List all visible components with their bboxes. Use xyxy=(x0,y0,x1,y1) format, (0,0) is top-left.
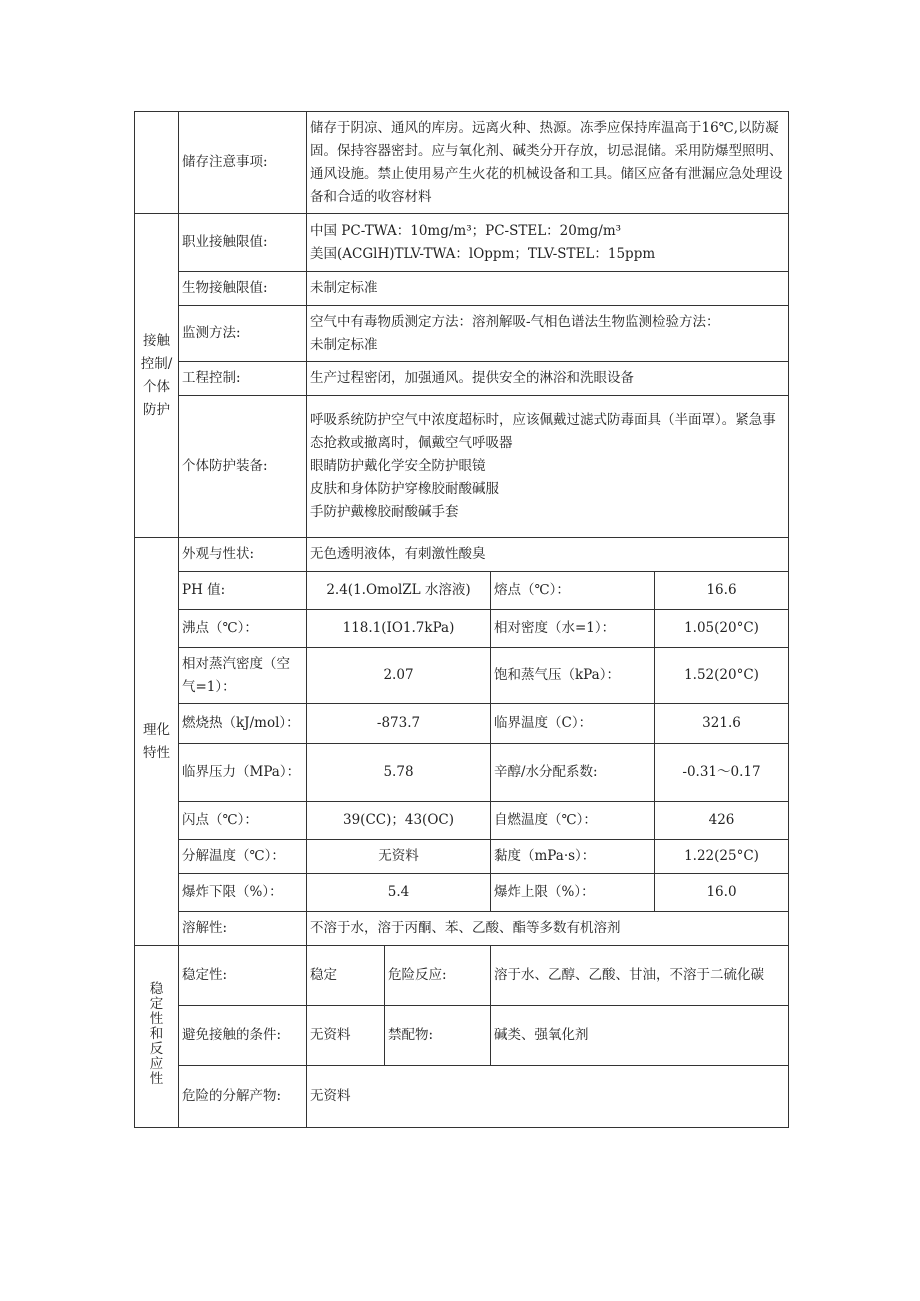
property-row xyxy=(135,744,789,802)
ppe-line-eye: 眼睛防护戴化学安全防护眼镜 xyxy=(310,458,486,474)
monitoring-line2: 未制定标准 xyxy=(310,336,378,353)
occupational-limit-line1: 中国 PC-TWA：10mg/m³；PC-STEL：20mg/m³ xyxy=(310,222,622,239)
engineering-label: 工程控制: xyxy=(179,362,307,396)
biological-limit-value: 未制定标准 xyxy=(307,272,789,306)
property-value: -0.31～0.17 xyxy=(655,744,789,802)
property-row xyxy=(135,572,789,610)
appearance-label: 外观与性状: xyxy=(179,538,307,572)
ppe-value xyxy=(307,396,789,538)
monitoring-value xyxy=(307,306,789,362)
property-label: 闪点（℃）： xyxy=(179,802,307,840)
property-value: 16.0 xyxy=(655,874,789,912)
msds-table xyxy=(134,111,789,1128)
property-row xyxy=(135,802,789,840)
decomposition-label: 危险的分解产物: xyxy=(179,1066,307,1128)
property-value: 5.4 xyxy=(307,874,491,912)
incompatible-label: 禁配物: xyxy=(385,1006,491,1066)
storage-text: 储存于阴凉、通风的库房。远离火种、热源。冻季应保持库温高于16℃,以防凝固。保持容器密封。应与氧化剂、碱类分开存放，切忌混储。采用防爆型照明、通风设施。禁止使用易产生火花的机械设备和工具。储区应备有泄漏应急处理设备和合适的收容材料 xyxy=(307,112,789,214)
property-label: 辛醇/水分配系数: xyxy=(491,744,655,802)
property-value: 无资料 xyxy=(307,840,491,874)
monitoring-row xyxy=(135,306,789,362)
ppe-row xyxy=(135,396,789,538)
property-value: 426 xyxy=(655,802,789,840)
property-label: 自燃温度（℃）： xyxy=(491,802,655,840)
property-row xyxy=(135,704,789,744)
property-value: 1.05(20°C) xyxy=(655,610,789,648)
decomposition-row xyxy=(135,1066,789,1128)
property-label: 爆炸上限（%）： xyxy=(491,874,655,912)
occupational-limit-label: 职业接触限值: xyxy=(179,214,307,272)
avoid-label: 避免接触的条件: xyxy=(179,1006,307,1066)
hazardous-reaction-value: 溶于水、乙醇、乙酸、甘油，不溶于二硫化碳 xyxy=(491,946,789,1006)
property-value: 118.1(IO1.7kPa) xyxy=(307,610,491,648)
property-value: 2.4(1.OmolZL 水溶液) xyxy=(307,572,491,610)
monitoring-label: 监测方法: xyxy=(179,306,307,362)
exposure-category: 接触控制/个体防护 xyxy=(135,214,179,538)
property-value: 16.6 xyxy=(655,572,789,610)
ppe-label: 个体防护装备: xyxy=(179,396,307,538)
property-value: 5.78 xyxy=(307,744,491,802)
property-label: 黏度（mPa·s）： xyxy=(491,840,655,874)
solubility-label: 溶解性: xyxy=(179,912,307,946)
stability-value: 稳定 xyxy=(307,946,385,1006)
property-label: 临界温度（C）： xyxy=(491,704,655,744)
property-label: 饱和蒸气压（kPa）： xyxy=(491,648,655,704)
appearance-value: 无色透明液体，有刺激性酸臭 xyxy=(307,538,789,572)
occupational-limit-line2: 美国(ACGlH)TLV-TWA：lOppm；TLV-STEL：15ppm xyxy=(310,245,656,262)
property-label: 爆炸下限（%）： xyxy=(179,874,307,912)
property-row xyxy=(135,840,789,874)
solubility-value: 不溶于水，溶于丙酮、苯、乙酸、酯等多数有机溶剂 xyxy=(307,912,789,946)
property-value: 1.22(25°C) xyxy=(655,840,789,874)
property-value: -873.7 xyxy=(307,704,491,744)
property-value: 321.6 xyxy=(655,704,789,744)
property-row xyxy=(135,610,789,648)
property-label: 相对密度（水=1）： xyxy=(491,610,655,648)
physchem-category: 理化特性 xyxy=(135,538,179,946)
property-label: PH 值: xyxy=(179,572,307,610)
property-label: 燃烧热（kJ/mol）： xyxy=(179,704,307,744)
appearance-row xyxy=(135,538,789,572)
stability-row xyxy=(135,946,789,1006)
occupational-limit-row xyxy=(135,214,789,272)
engineering-row xyxy=(135,362,789,396)
avoid-value: 无资料 xyxy=(307,1006,385,1066)
ppe-line-body: 皮肤和身体防护穿橡胶耐酸碱服 xyxy=(310,481,499,497)
decomposition-value: 无资料 xyxy=(307,1066,789,1128)
property-value: 1.52(20°C) xyxy=(655,648,789,704)
storage-category-cell xyxy=(135,112,179,214)
stability-category-text: 稳定性和反应性 xyxy=(149,981,164,1087)
biological-limit-label: 生物接触限值: xyxy=(179,272,307,306)
property-label: 沸点（℃）： xyxy=(179,610,307,648)
storage-row xyxy=(135,112,789,214)
monitoring-line1: 空气中有毒物质测定方法：溶剂解吸-气相色谱法生物监测检验方法： xyxy=(310,313,720,330)
property-label: 临界压力（MPa）： xyxy=(179,744,307,802)
property-row xyxy=(135,874,789,912)
stability-category xyxy=(135,946,179,1128)
occupational-limit-value xyxy=(307,214,789,272)
storage-label: 储存注意事项: xyxy=(179,112,307,214)
solubility-row xyxy=(135,912,789,946)
ppe-line-hand: 手防护戴橡胶耐酸碱手套 xyxy=(310,504,459,520)
stability-label: 稳定性: xyxy=(179,946,307,1006)
hazardous-reaction-label: 危险反应: xyxy=(385,946,491,1006)
engineering-value: 生产过程密闭，加强通风。提供安全的淋浴和洗眼设备 xyxy=(307,362,789,396)
property-value: 39(CC)；43(OC) xyxy=(307,802,491,840)
property-value: 2.07 xyxy=(307,648,491,704)
incompatible-value: 碱类、强氧化剂 xyxy=(491,1006,789,1066)
avoid-row xyxy=(135,1006,789,1066)
biological-limit-row xyxy=(135,272,789,306)
property-label: 熔点（℃）： xyxy=(491,572,655,610)
property-row xyxy=(135,648,789,704)
ppe-line-respiratory: 呼吸系统防护空气中浓度超标时，应该佩戴过滤式防毒面具（半面罩）。紧急事态抢救或撤离时，佩戴空气呼吸器 xyxy=(310,412,776,451)
property-label: 分解温度（℃）： xyxy=(179,840,307,874)
property-label: 相对蒸汽密度（空气=1）： xyxy=(179,648,307,704)
